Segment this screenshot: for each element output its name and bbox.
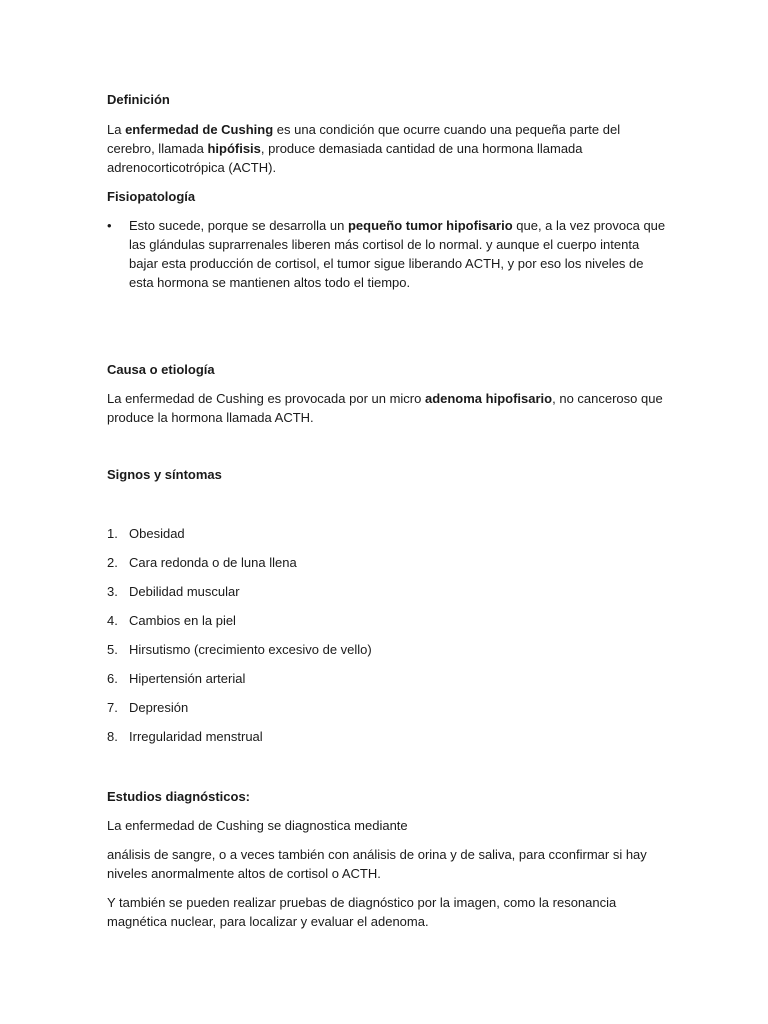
list-item [107, 611, 667, 630]
list-text: Obesidad [129, 526, 185, 541]
causa-bold-adenoma: adenoma hipofisario [424, 391, 553, 406]
causa-text-b: , no canceroso que produce la hormona llamada ACTH. [107, 391, 663, 425]
list-item [107, 640, 667, 659]
fisio-text-a: Esto sucede, porque se desarrolla un [129, 218, 348, 233]
list-number: 8. [107, 729, 118, 744]
list-number: 7. [107, 700, 118, 715]
list-text: Irregularidad menstrual [129, 729, 263, 744]
definicion-bold-hipofisis: hipófisis [207, 141, 261, 156]
fisio-bold-tumor: pequeño tumor hipofisario [347, 218, 513, 233]
fisiopatologia-bullet-item [107, 216, 667, 292]
list-item [107, 553, 667, 572]
list-item [107, 698, 667, 717]
definicion-bold-cushing: enfermedad de Cushing [125, 122, 274, 137]
heading-fisiopatologia: Fisiopatología [107, 189, 196, 204]
definicion-paragraph [107, 120, 667, 177]
definicion-text-b: es una condición que ocurre cuando una pequeña parte del cerebro, llamada [107, 122, 621, 156]
list-text: Debilidad muscular [129, 584, 240, 599]
list-text: Depresión [129, 700, 189, 715]
heading-signos: Signos y síntomas [107, 467, 222, 482]
list-number: 1. [107, 526, 118, 541]
definicion-text-a: La [107, 122, 126, 137]
list-text: Cambios en la piel [129, 613, 236, 628]
heading-definicion: Definición [107, 92, 170, 107]
list-number: 5. [107, 642, 118, 657]
signos-list [107, 524, 667, 746]
document-page [107, 90, 667, 931]
list-number: 6. [107, 671, 118, 686]
estudios-paragraph-3: Y también se pueden realizar pruebas de diagnóstico por la imagen, como la resonancia magnética nuclear, para localizar y evaluar el adenoma. [107, 895, 617, 929]
list-item [107, 524, 667, 543]
list-text: Cara redonda o de luna llena [129, 555, 297, 570]
estudios-paragraph-2: análisis de sangre, o a veces también con análisis de orina y de saliva, para cconfirmar si hay niveles anormalmente altos de cortisol o ACTH. [107, 847, 647, 881]
heading-causa: Causa o etiología [107, 362, 215, 377]
list-item [107, 582, 667, 601]
list-number: 4. [107, 613, 118, 628]
causa-text-a: La enfermedad de Cushing es provocada por un micro [107, 391, 425, 406]
list-text: Hipertensión arterial [129, 671, 246, 686]
list-item [107, 727, 667, 746]
causa-paragraph [107, 389, 667, 427]
fisiopatologia-bullet-text [129, 216, 667, 292]
list-number: 3. [107, 584, 118, 599]
list-item [107, 669, 667, 688]
definicion-text-c: , produce demasiada cantidad de una hormona llamada adrenocorticotrópica (ACTH). [107, 141, 583, 175]
bullet-marker: • [107, 218, 112, 233]
list-number: 2. [107, 555, 118, 570]
heading-estudios: Estudios diagnósticos: [107, 789, 251, 804]
fisio-text-b: que, a la vez provoca que las glándulas suprarrenales liberen más cortisol de lo normal. y aunque el cuerpo intenta bajar esta producción de cortisol, el tumor sigue liberando ACTH, y por eso los niveles de esta hormona se mantienen altos todo el tiempo. [129, 218, 666, 290]
list-text: Hirsutismo (crecimiento excesivo de vello) [129, 642, 372, 657]
estudios-paragraph-1: La enfermedad de Cushing se diagnostica mediante [107, 818, 408, 833]
